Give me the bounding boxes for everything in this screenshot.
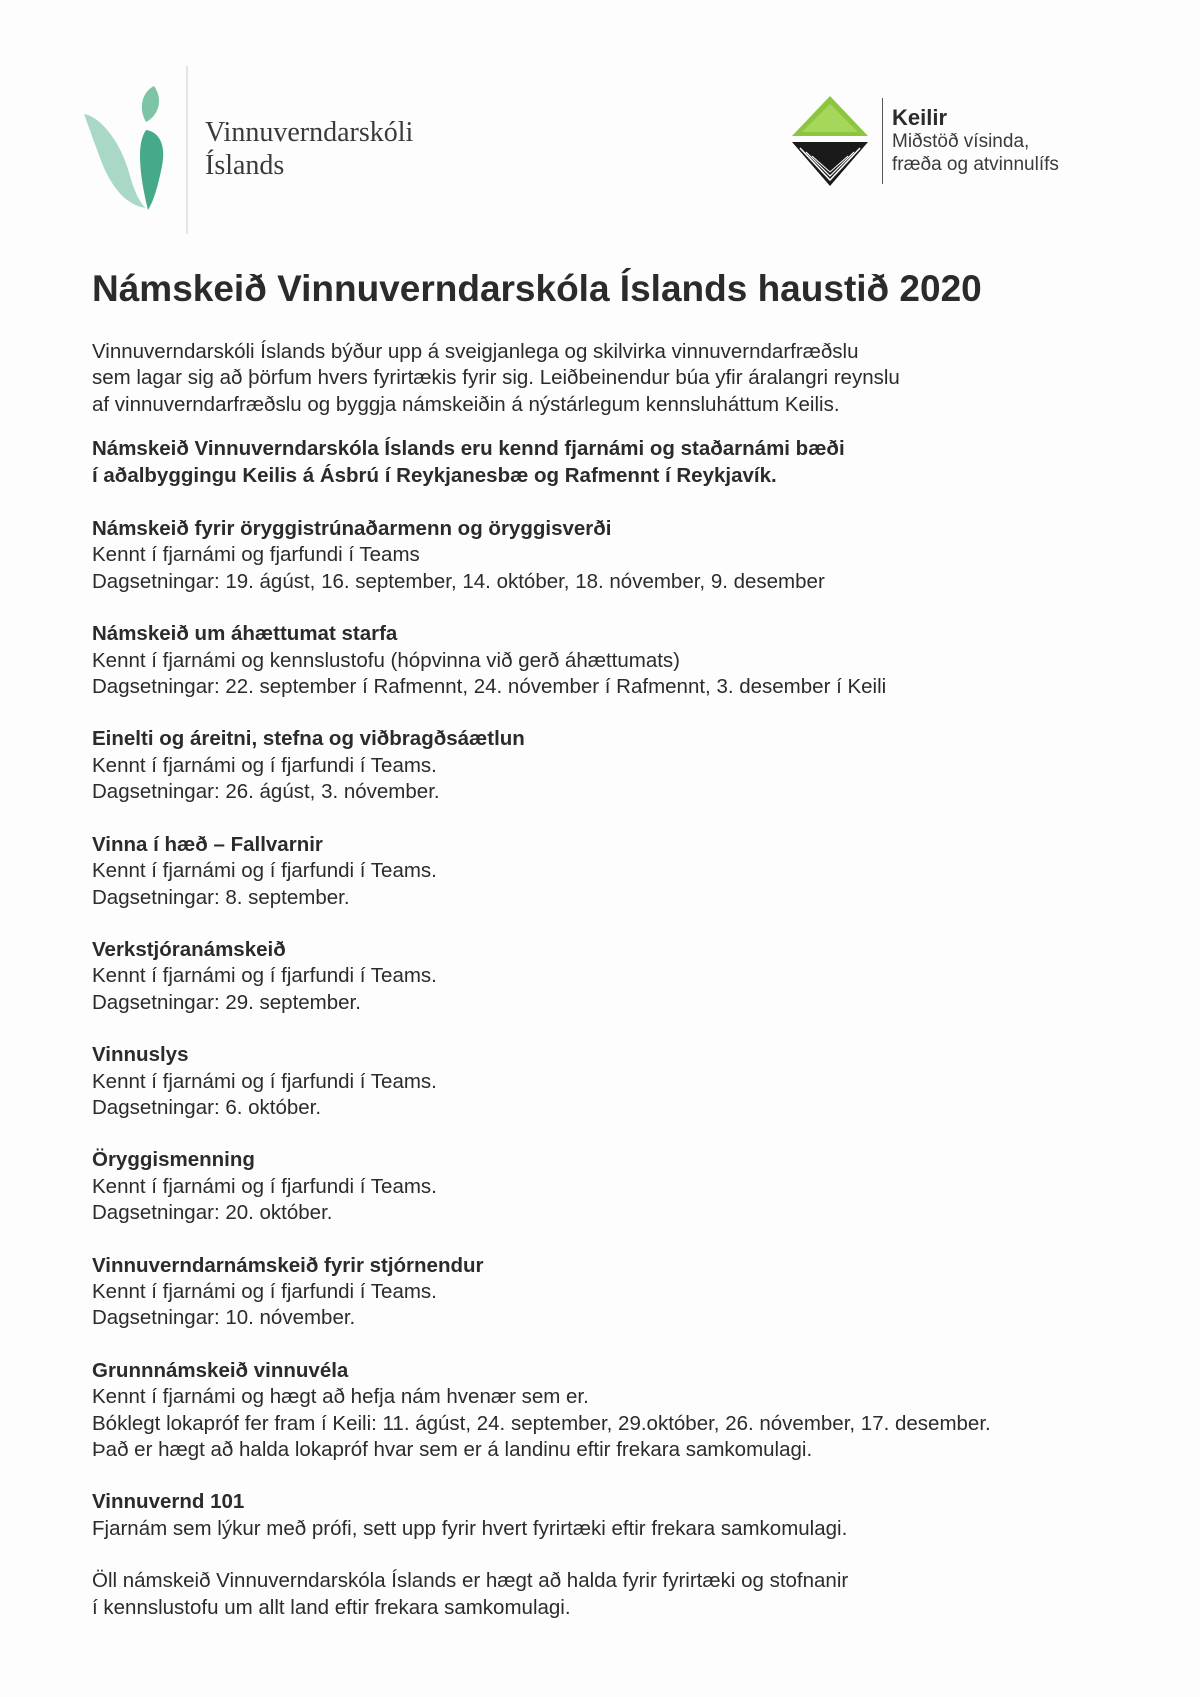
closing-line: í kennslustofu um allt land eftir frekara samkomulagi. — [92, 1595, 571, 1619]
course-title: Vinna í hæð – Fallvarnir — [92, 832, 323, 856]
course-title: Grunnnámskeið vinnuvéla — [92, 1358, 349, 1382]
keilir-tagline — [892, 130, 1059, 176]
intro-bold-line: Námskeið Vinnuverndarskóla Íslands eru kennd fjarnámi og staðarnámi bæði — [92, 437, 845, 461]
course-detail: Kennt í fjarnámi og í fjarfundi í Teams. — [92, 964, 437, 988]
vinnuverndarskoli-leaf-logo-icon — [84, 86, 174, 210]
vinnuverndarskoli-wordmark — [205, 116, 413, 182]
course-item — [92, 1358, 1122, 1464]
header-divider-right — [882, 98, 883, 184]
course-item — [92, 1042, 1122, 1121]
course-title: Vinnuslys — [92, 1043, 189, 1067]
course-detail: Bóklegt lokapróf fer fram í Keili: 11. ágúst, 24. september, 29.október, 26. nóvember, 17. desember. — [92, 1411, 991, 1435]
intro-paragraph — [92, 339, 1122, 418]
intro-line: sem lagar sig að þörfum hvers fyrirtækis fyrir sig. Leiðbeinendur búa yfir áralangri reynslu — [92, 366, 900, 390]
course-detail: Það er hægt að halda lokapróf hvar sem er á landinu eftir frekara samkomulagi. — [92, 1438, 813, 1461]
course-item — [92, 516, 1122, 595]
course-detail: Kennt í fjarnámi og í fjarfundi í Teams. — [92, 859, 437, 883]
intro-line: Vinnuverndarskóli Íslands býður upp á sveigjanlega og skilvirka vinnuverndarfræðslu — [92, 340, 859, 363]
course-detail: Dagsetningar: 19. ágúst, 16. september, 14. október, 18. nóvember, 9. desember — [92, 569, 825, 593]
course-item — [92, 1489, 1122, 1542]
course-title: Námskeið um áhættumat starfa — [92, 622, 398, 646]
course-detail: Fjarnám sem lýkur með prófi, sett upp fyrir hvert fyrirtæki eftir frekara samkomulagi. — [92, 1516, 848, 1540]
course-item — [92, 832, 1122, 911]
intro-line: af vinnuverndarfræðslu og byggja námskeiðin á nýstárlegum kennsluháttum Keilis. — [92, 392, 840, 416]
header-divider-left — [186, 66, 188, 234]
keilir-tagline-line-2: fræða og atvinnulífs — [892, 154, 1059, 175]
course-detail: Kennt í fjarnámi og í fjarfundi í Teams. — [92, 1069, 437, 1093]
course-detail: Dagsetningar: 20. október. — [92, 1201, 333, 1225]
keilir-diamond-logo-icon — [792, 96, 868, 186]
keilir-wordmark — [892, 106, 1059, 176]
vinnuverndarskoli-wordmark-line-1: Vinnuverndarskóli — [205, 117, 414, 148]
document-body — [92, 266, 1122, 1621]
course-item — [92, 1147, 1122, 1226]
course-detail: Kennt í fjarnámi og í fjarfundi í Teams. — [92, 1279, 437, 1303]
course-detail: Kennt í fjarnámi og í fjarfundi í Teams. — [92, 1174, 437, 1198]
course-detail: Dagsetningar: 22. september í Rafmennt, 24. nóvember í Rafmennt, 3. desember í Keili — [92, 675, 887, 699]
course-item — [92, 1253, 1122, 1332]
page-title: Námskeið Vinnuverndarskóla Íslands haustið 2020 — [92, 268, 982, 309]
course-detail: Dagsetningar: 10. nóvember. — [92, 1306, 356, 1330]
intro-bold-line: í aðalbyggingu Keilis á Ásbrú í Reykjanesbæ og Rafmennt í Reykjavík. — [92, 463, 777, 487]
course-title: Verkstjóranámskeið — [92, 937, 286, 961]
course-title: Öryggismenning — [92, 1148, 255, 1172]
course-title: Einelti og áreitni, stefna og viðbragðsáætlun — [92, 727, 525, 751]
course-detail: Dagsetningar: 6. október. — [92, 1095, 322, 1119]
closing-paragraph — [92, 1568, 1122, 1621]
course-item — [92, 937, 1122, 1016]
course-detail: Kennt í fjarnámi og fjarfundi í Teams — [92, 543, 420, 567]
course-detail: Kennt í fjarnámi og í fjarfundi í Teams. — [92, 753, 437, 777]
course-detail: Dagsetningar: 8. september. — [92, 885, 350, 909]
course-detail: Dagsetningar: 29. september. — [92, 990, 361, 1014]
course-detail: Dagsetningar: 26. ágúst, 3. nóvember. — [92, 780, 440, 804]
course-title: Vinnuvernd 101 — [92, 1490, 245, 1514]
keilir-tagline-line-1: Miðstöð vísinda, — [892, 131, 1030, 152]
closing-line: Öll námskeið Vinnuverndarskóla Íslands er hægt að halda fyrir fyrirtæki og stofnanir — [92, 1569, 849, 1593]
course-item — [92, 621, 1122, 700]
course-detail: Kennt í fjarnámi og kennslustofu (hópvinna við gerð áhættumats) — [92, 648, 680, 672]
course-detail: Kennt í fjarnámi og hægt að hefja nám hvenær sem er. — [92, 1385, 589, 1409]
course-title: Námskeið fyrir öryggistrúnaðarmenn og öryggisverði — [92, 517, 612, 541]
course-title: Vinnuverndarnámskeið fyrir stjórnendur — [92, 1253, 484, 1277]
intro-bold-paragraph — [92, 436, 1122, 489]
vinnuverndarskoli-wordmark-line-2: Íslands — [205, 150, 285, 181]
course-item — [92, 726, 1122, 805]
keilir-name: Keilir — [892, 105, 948, 130]
